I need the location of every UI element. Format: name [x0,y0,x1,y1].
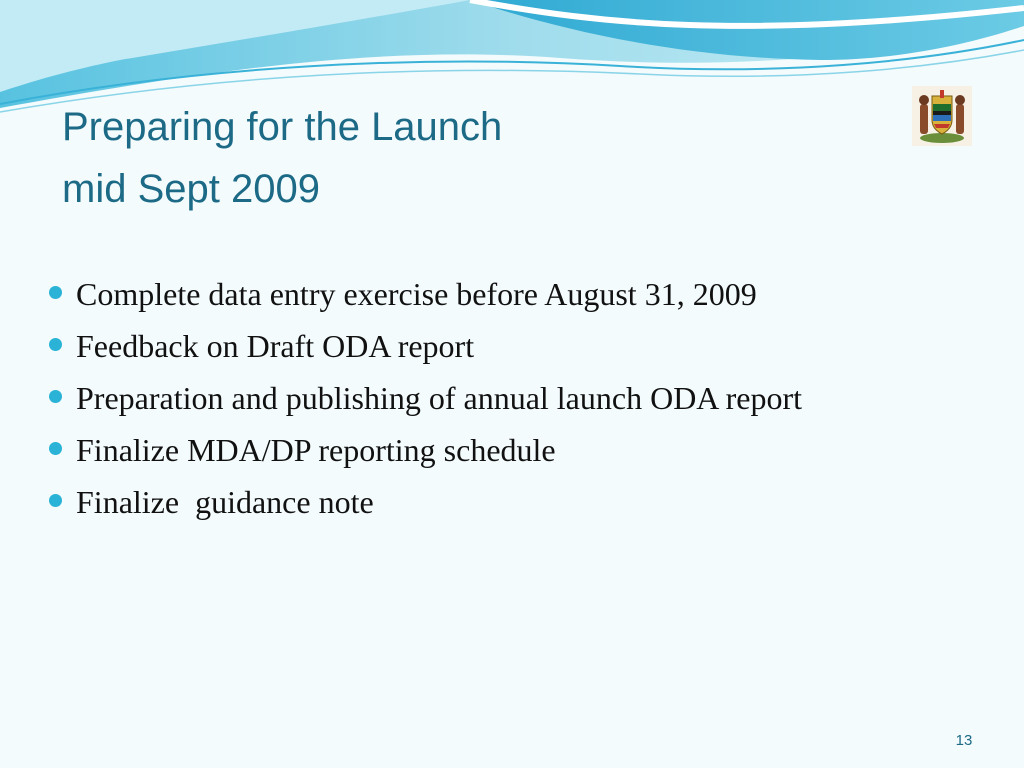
page-number: 13 [955,732,973,749]
bullet-dot-icon [49,338,62,351]
title-line-2: mid Sept 2009 [62,167,320,211]
title-line-1: Preparing for the Launch [62,105,503,149]
bullet-item [48,272,928,316]
bullet-item [48,324,928,368]
bullet-item [48,428,928,472]
bullet-text: Preparation and publishing of annual launch ODA report [76,380,803,416]
bullet-dot-icon [49,390,62,403]
coat-of-arms-icon [912,86,972,146]
bullet-text: Finalize MDA/DP reporting schedule [76,432,556,468]
bullet-item [48,480,928,524]
bullet-text: Feedback on Draft ODA report [76,328,475,364]
bullet-dot-icon [49,494,62,507]
slide-title [62,96,502,220]
bullet-dot-icon [49,442,62,455]
bullet-text: Finalize guidance note [76,484,374,520]
bullet-text: Complete data entry exercise before August 31, 2009 [76,276,757,312]
bullet-dot-icon [49,286,62,299]
bullet-item [48,376,928,420]
bullet-list [48,272,928,532]
